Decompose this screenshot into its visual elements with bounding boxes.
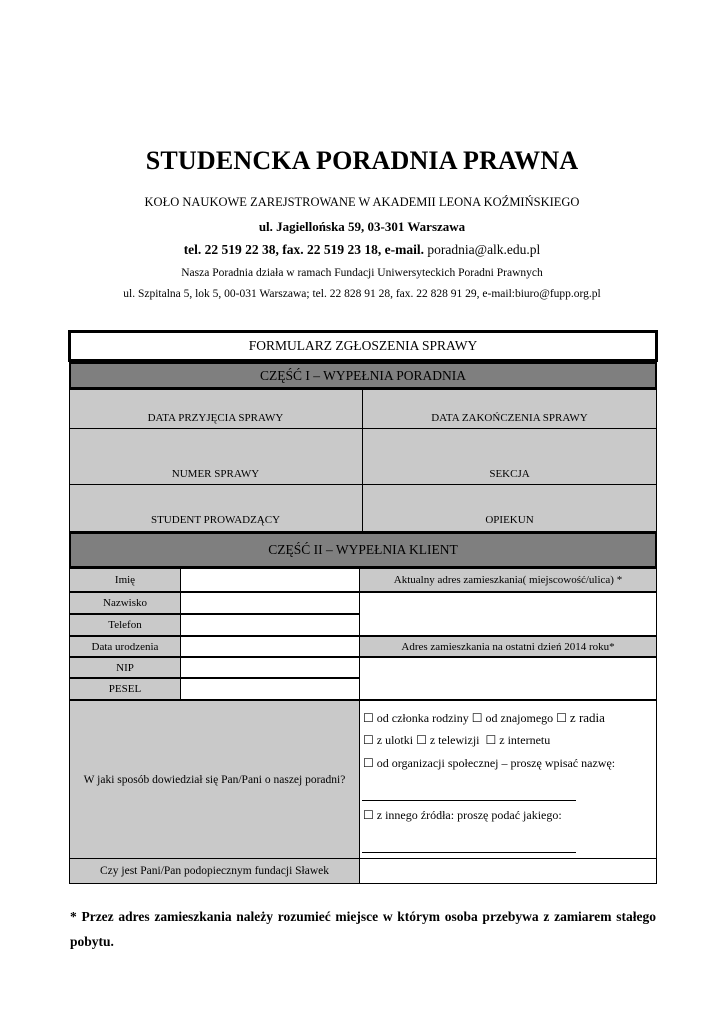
contact-phone-fax: tel. 22 519 22 38, fax. 22 519 23 18, e-mail. — [183, 242, 425, 257]
checkbox-radio[interactable]: ☐ — [556, 711, 567, 725]
checkbox-family[interactable]: ☐ — [363, 711, 374, 725]
checkbox-friend[interactable]: ☐ — [471, 711, 483, 725]
form-title: FORMULARZ ZGŁOSZENIA SPRAWY — [248, 338, 478, 353]
pesel-label: PESEL — [69, 678, 181, 700]
option-other-label: z innego źródła: proszę podać jakiego: — [376, 808, 562, 822]
part2-heading: CZĘŚĆ II – WYPEŁNIA KLIENT — [268, 542, 458, 557]
checkbox-other[interactable]: ☐ — [363, 808, 374, 822]
beneficiary-question-label: Czy jest Pani/Pan podopiecznym fundacji Sławek — [69, 858, 360, 884]
source-options-row4 — [363, 808, 562, 823]
case-number-label: NUMER SPRAWY — [171, 468, 260, 480]
current-address-field[interactable] — [359, 592, 657, 636]
phone-field[interactable] — [180, 614, 360, 636]
part1-divider — [362, 389, 363, 532]
foundation-note: Nasza Poradnia działa w ramach Fundacji Uniwersyteckich Poradni Prawnych — [181, 267, 543, 279]
first-name-field[interactable] — [180, 568, 360, 592]
option-tv-label: z telewizji — [429, 733, 480, 747]
page-title: STUDENCKA PORADNIA PRAWNA — [145, 146, 579, 175]
contact-email[interactable]: poradnia@alk.edu.pl — [424, 242, 541, 257]
last-name-field[interactable] — [180, 592, 360, 614]
checkbox-leaflets[interactable]: ☐ — [363, 733, 374, 747]
source-options-row3 — [363, 756, 615, 771]
checkbox-organization[interactable]: ☐ — [363, 756, 374, 770]
checkbox-tv[interactable]: ☐ — [416, 733, 427, 747]
foundation-address: ul. Szpitalna 5, lok 5, 00-031 Warszawa; tel. 22 828 91 28, fax. 22 828 91 29, e-mail:biuro@fupp.org.pl — [123, 288, 601, 300]
beneficiary-answer-field[interactable] — [359, 858, 657, 884]
address-2014-field[interactable] — [359, 657, 657, 700]
phone-label: Telefon — [69, 614, 181, 636]
footnote: * Przez adres zamieszkania należy rozumieć miejsce w którym osoba przebywa z zamiarem stałego pobytu. — [70, 909, 656, 949]
organization-subtitle: KOŁO NAUKOWE ZAREJSTROWANE W AKADEMII LEONA KOŹMIŃSKIEGO — [144, 195, 580, 209]
source-options-row1 — [363, 710, 605, 726]
option-radio-label: z radia — [569, 710, 605, 725]
other-source-line[interactable] — [362, 852, 576, 853]
supervisor-label: OPIEKUN — [485, 514, 534, 526]
source-options-row2 — [363, 733, 550, 748]
option-leaflets-label: z ulotki — [376, 733, 414, 747]
nip-field[interactable] — [180, 657, 360, 678]
pesel-field[interactable] — [180, 678, 360, 700]
student-label: STUDENT PROWADZĄCY — [150, 514, 281, 526]
birth-date-field[interactable] — [180, 636, 360, 657]
current-address-label: Aktualny adres zamieszkania( miejscowość/ulica) * — [359, 568, 657, 592]
source-question-label: W jaki sposób dowiedział się Pan/Pani o naszej poradni? — [69, 700, 360, 859]
organization-contact — [0, 242, 724, 258]
date-received-label: DATA PRZYJĘCIA SPRAWY — [147, 412, 284, 424]
first-name-label: Imię — [69, 568, 181, 592]
option-internet-label: z internetu — [499, 733, 551, 747]
checkbox-internet[interactable]: ☐ — [485, 733, 497, 747]
option-organization-label: od organizacji społecznej – proszę wpisać nazwę: — [376, 756, 616, 770]
organization-name-line[interactable] — [362, 800, 576, 801]
section-label: SEKCJA — [489, 468, 530, 480]
part1-heading: CZĘŚĆ I – WYPEŁNIA PORADNIA — [259, 368, 466, 383]
date-closed-label: DATA ZAKOŃCZENIA SPRAWY — [431, 412, 588, 424]
address-2014-label: Adres zamieszkania na ostatni dzień 2014 roku* — [359, 636, 657, 657]
birth-date-label: Data urodzenia — [69, 636, 181, 657]
nip-label: NIP — [69, 657, 181, 678]
option-friend-label: od znajomego — [485, 711, 554, 725]
organization-address: ul. Jagiellońska 59, 03-301 Warszawa — [258, 219, 466, 234]
last-name-label: Nazwisko — [69, 592, 181, 614]
option-family-label: od członka rodziny — [376, 711, 469, 725]
